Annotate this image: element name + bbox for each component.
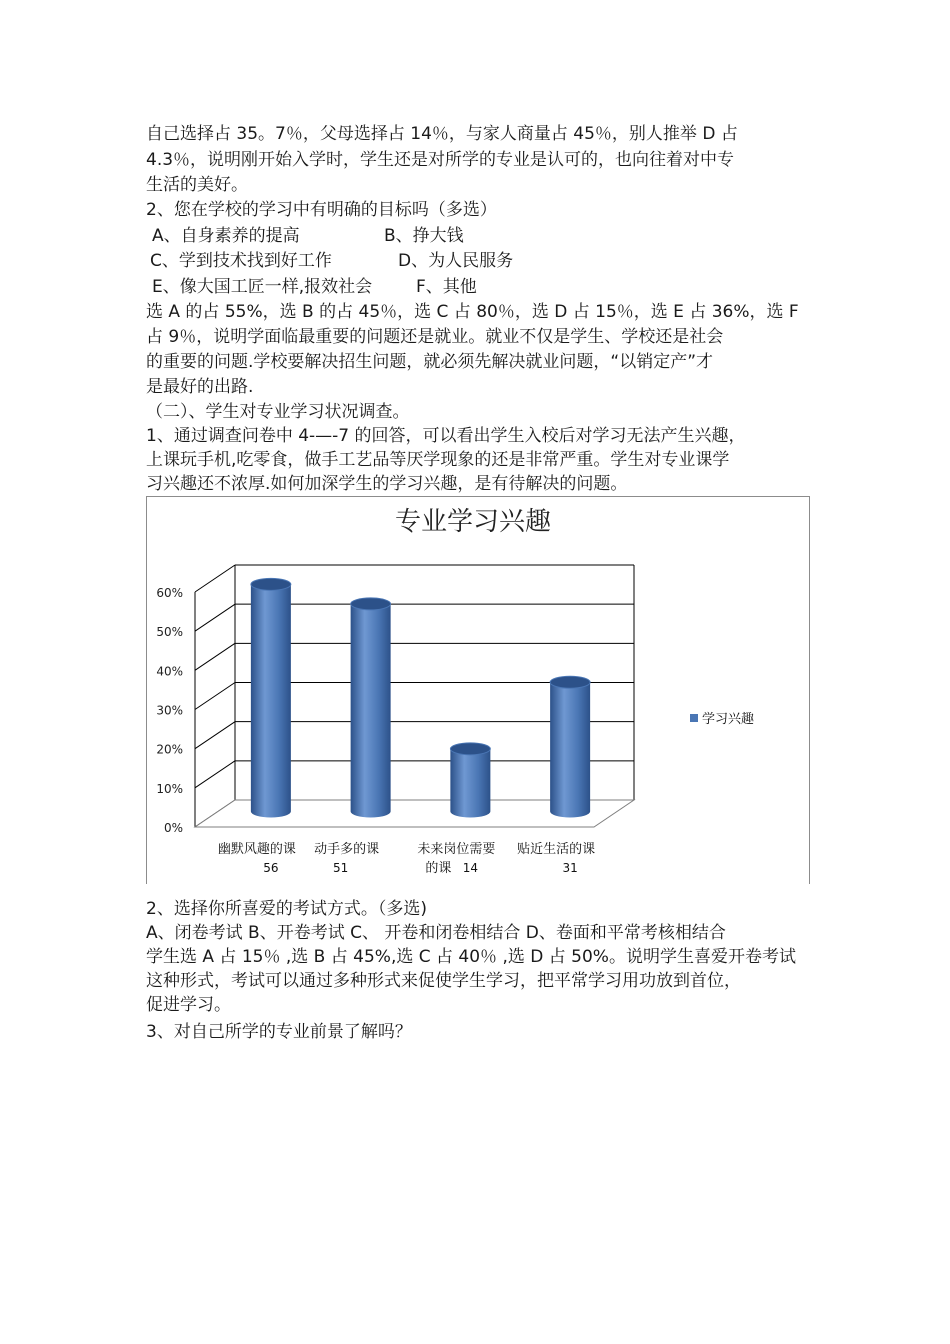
bar xyxy=(550,682,590,817)
bar-top xyxy=(550,676,590,688)
section-heading: （二）、学生对专业学习状况调查。 xyxy=(146,402,410,422)
category-count: 56 xyxy=(263,861,279,875)
category-count: 31 xyxy=(562,861,578,875)
category-label: 的课 xyxy=(425,861,452,876)
category-label: 未来岗位需要 xyxy=(417,842,496,857)
bar-chart xyxy=(147,497,811,885)
paragraph-line: 上课玩手机,吃零食，做手工艺品等厌学现象的还是非常严重。学生对专业课学 xyxy=(146,450,730,470)
grid-diagonal xyxy=(195,683,235,710)
grid-diagonal xyxy=(195,565,235,592)
y-tick-label: 50% xyxy=(156,625,183,640)
paragraph-line: 占 9％，说明学面临最重要的问题还是就业。就业不仅是学生、学校还是社会 xyxy=(146,327,724,347)
y-tick-label: 30% xyxy=(156,703,183,718)
question-2-exam: 2、选择你所喜爱的考试方式。（多选) xyxy=(146,899,427,919)
paragraph-line: 这种形式，考试可以通过多种形式来促使学生学习，把平常学习用功放到首位， xyxy=(146,971,741,991)
category-count: 14 xyxy=(462,861,479,875)
paragraph-line: 自己选择占 35。7％，父母选择占 14％，与家人商量占 45％，别人推举 D 占 xyxy=(146,124,738,144)
y-tick-label: 0% xyxy=(163,821,183,835)
question-3: 3、对自己所学的专业前景了解吗？ xyxy=(146,1022,412,1042)
y-tick-label: 20% xyxy=(156,742,183,757)
y-tick-label: 60% xyxy=(156,586,183,600)
category-label: 动手多的课 xyxy=(314,842,380,857)
paragraph-line: 1、通过调查问卷中 4-—-7 的回答，可以看出学生入校后对学习无法产生兴趣， xyxy=(146,426,746,446)
option-d: D、为人民服务 xyxy=(398,251,514,271)
paragraph-line: 是最好的出路. xyxy=(146,377,254,397)
option-a: A、自身素养的提高 xyxy=(152,226,300,246)
option-b: B、挣大钱 xyxy=(384,226,464,246)
bar-top xyxy=(251,578,291,590)
paragraph-line: 促进学习。 xyxy=(146,995,231,1015)
paragraph-line: 学生选 A 占 15％ ,选 B 占 45%,选 C 占 40％ ,选 D 占 50%。说明学生喜爱开卷考试 xyxy=(146,947,796,967)
bar-top xyxy=(351,598,391,610)
option-e: E、像大国工匠一样,报效社会 xyxy=(152,277,373,297)
bar xyxy=(351,604,391,818)
y-tick-label: 10% xyxy=(156,781,183,796)
bar-top xyxy=(450,743,490,755)
category-count: 51 xyxy=(332,861,349,875)
paragraph-line: 习兴趣还不浓厚.如何加深学生的学习兴趣，是有待解决的问题。 xyxy=(146,474,628,494)
paragraph-line: 生活的美好。 xyxy=(146,175,248,195)
grid-diagonal xyxy=(195,604,235,631)
grid-diagonal xyxy=(195,722,235,749)
category-label: 贴近生活的课 xyxy=(517,842,596,857)
category-label: 幽默风趣的课 xyxy=(217,842,296,857)
grid-diagonal xyxy=(195,761,235,788)
paragraph-line: 选 A 的占 55%，选 B 的占 45％，选 C 占 80％，选 D 占 15％，选 E 占 36%，选 F xyxy=(146,302,799,322)
question-2: 2、您在学校的学习中有明确的目标吗（多选） xyxy=(146,200,497,220)
bar xyxy=(251,584,291,817)
bar xyxy=(450,749,490,818)
option-c: C、学到技术找到好工作 xyxy=(150,251,332,271)
grid-diagonal xyxy=(195,643,235,670)
y-tick-label: 40% xyxy=(156,664,183,679)
legend-label: 学习兴趣 xyxy=(702,712,755,727)
chart-frame xyxy=(146,496,810,884)
chart-title: 专业学习兴趣 xyxy=(395,507,552,537)
option-f: F、其他 xyxy=(416,277,477,297)
paragraph-line: 的重要的问题.学校要解决招生问题，就必须先解决就业问题，“以销定产”才 xyxy=(146,352,714,372)
paragraph-line: 4.3％，说明刚开始入学时，学生还是对所学的专业是认可的，也向往着对中专 xyxy=(146,150,735,170)
legend-swatch xyxy=(690,714,698,722)
exam-options: A、闭卷考试 B、开卷考试 C、 开卷和闭卷相结合 D、卷面和平常考核相结合 xyxy=(146,923,726,943)
